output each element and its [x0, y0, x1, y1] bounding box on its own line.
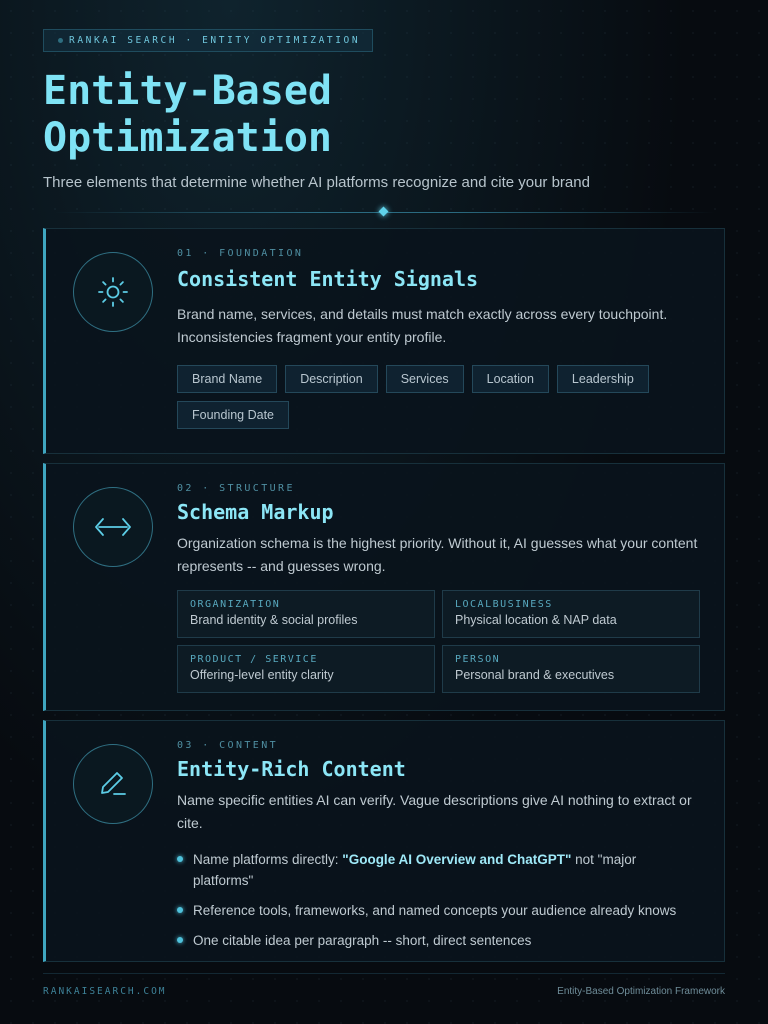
schema-value: Physical location & NAP data — [455, 613, 617, 627]
tag-list — [177, 365, 667, 429]
schema-value: Brand identity & social profiles — [190, 613, 358, 627]
tag-location: Location — [472, 365, 549, 393]
page-subtitle: Three elements that determine whether AI platforms recognize and cite your brand — [43, 174, 590, 191]
schema-key: LOCALBUSINESS — [455, 599, 553, 610]
list-item: One citable idea per paragraph -- short, direct sentences — [177, 930, 700, 951]
diamond-icon — [379, 207, 389, 217]
card-kicker: 03 · CONTENT — [177, 740, 279, 751]
tag-leadership: Leadership — [557, 365, 649, 393]
footer-divider — [43, 973, 725, 974]
footer-site: RANKAISEARCH.COM — [43, 986, 167, 997]
schema-organization — [177, 590, 435, 638]
title-line-1: Entity-Based — [43, 68, 332, 114]
tag-services: Services — [386, 365, 464, 393]
card-title: Consistent Entity Signals — [177, 267, 479, 291]
list-item: Name platforms directly: "Google AI Overview and ChatGPT" not "major platforms" — [177, 849, 700, 891]
card-title: Entity-Rich Content — [177, 757, 406, 781]
footer-caption: Entity-Based Optimization Framework — [557, 986, 725, 997]
header-badge — [43, 29, 373, 52]
schema-value: Offering-level entity clarity — [190, 668, 334, 682]
page-title — [43, 68, 332, 162]
tag-founding-date: Founding Date — [177, 401, 289, 429]
schema-key: PERSON — [455, 654, 501, 665]
tag-description: Description — [285, 365, 378, 393]
card-kicker: 02 · STRUCTURE — [177, 483, 295, 494]
title-line-2: Optimization — [43, 115, 332, 161]
card-description: Brand name, services, and details must match exactly across every touchpoint. Inconsistencies fragment your entity profile. — [177, 306, 668, 345]
sun-icon — [73, 252, 153, 332]
pen-icon — [73, 744, 153, 824]
bullet-list — [177, 849, 700, 951]
schema-grid — [177, 590, 700, 693]
code-arrows-icon — [73, 487, 153, 567]
card-content — [43, 720, 725, 962]
schema-localbusiness — [442, 590, 700, 638]
schema-product-service — [177, 645, 435, 693]
card-kicker: 01 · FOUNDATION — [177, 248, 304, 259]
card-foundation — [43, 228, 725, 454]
schema-person — [442, 645, 700, 693]
card-description: Organization schema is the highest priority. Without it, AI guesses what your content represents -- and guesses wrong. — [177, 535, 698, 574]
schema-value: Personal brand & executives — [455, 668, 615, 682]
badge-text: RANKAI SEARCH · ENTITY OPTIMIZATION — [69, 35, 361, 46]
card-title: Schema Markup — [177, 500, 334, 524]
tag-brand-name: Brand Name — [177, 365, 277, 393]
list-item: Reference tools, frameworks, and named concepts your audience already knows — [177, 900, 700, 921]
schema-key: ORGANIZATION — [190, 599, 281, 610]
schema-key: PRODUCT / SERVICE — [190, 654, 318, 665]
card-description: Name specific entities AI can verify. Vague descriptions give AI nothing to extract or cite. — [177, 792, 692, 831]
card-structure — [43, 463, 725, 711]
badge-dot-icon — [58, 38, 63, 43]
